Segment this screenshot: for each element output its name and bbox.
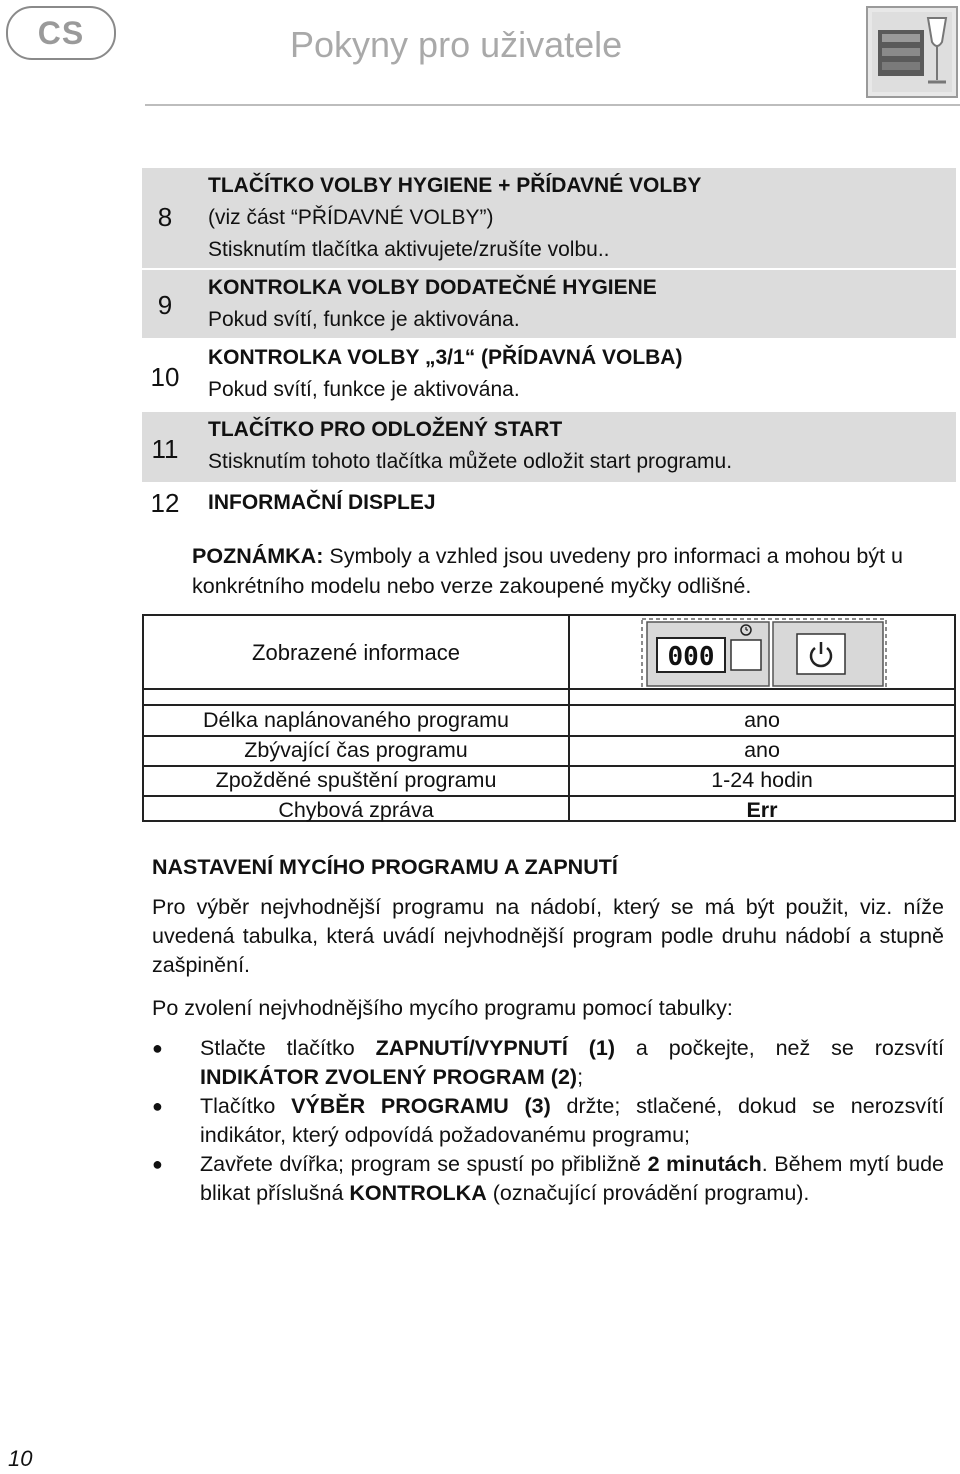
item-description: Pokud svítí, funkce je aktivována. <box>208 308 520 331</box>
dishwasher-glass-logo-icon <box>866 6 958 98</box>
item-title: TLAČÍTKO PRO ODLOŽENÝ START <box>208 418 563 441</box>
display-info-table <box>142 614 956 822</box>
instruction-item <box>152 1150 944 1208</box>
table-cell-value: ano <box>744 708 780 732</box>
item-title: TLAČÍTKO VOLBY HYGIENE + PŘÍDAVNÉ VOLBY <box>208 174 702 197</box>
table-rule <box>144 765 954 767</box>
control-item <box>142 168 956 268</box>
item-description: Stisknutím tlačítka aktivujete/zrušíte volbu.. <box>208 238 610 261</box>
table-cell-value: 1-24 hodin <box>711 768 813 792</box>
item-number: 12 <box>150 488 180 518</box>
instruction-list <box>152 1034 944 1208</box>
control-item <box>142 484 956 522</box>
instruction-text: držte; stlačené, dokud se nerozsvítí indikátor, který odpovídá požadovanému programu; <box>200 1094 944 1147</box>
section-paragraph: Po zvolení nejvhodnějšího mycího programu pomocí tabulky: <box>152 996 733 1020</box>
table-rule <box>144 795 954 797</box>
table-rule <box>144 688 954 690</box>
table-cell-value: ano <box>744 738 780 762</box>
instruction-text: a počkejte, než se rozsvítí <box>615 1036 944 1060</box>
instruction-item <box>152 1092 944 1150</box>
item-title: INFORMAČNÍ DISPLEJ <box>208 491 436 514</box>
item-number: 8 <box>157 202 173 232</box>
header-divider <box>145 104 960 106</box>
item-number: 10 <box>150 362 180 392</box>
instruction-text: ; <box>577 1065 584 1089</box>
section-paragraph: Pro výběr nejvhodnější programu na nádobí, který se má být použit, viz. níže uvedená tabulka, která uvádí nejvhodnější program podle druhu nádobí a stupně zašpinění. <box>152 895 944 977</box>
language-badge: CS <box>6 6 116 60</box>
emphasis-text: VÝBĚR PROGRAMU (3) <box>291 1094 551 1118</box>
instruction-text: (označující provádění programu). <box>486 1181 810 1205</box>
emphasis-text: KONTROLKA <box>349 1181 487 1205</box>
instruction-text: . Během mytí bude blikat příslušná <box>200 1152 944 1205</box>
item-title: KONTROLKA VOLBY DODATEČNÉ HYGIENE <box>208 276 657 299</box>
emphasis-text: ZAPNUTÍ/VYPNUTÍ (1) <box>375 1036 616 1060</box>
item-description: Stisknutím tohoto tlačítka můžete odložit start programu. <box>208 450 733 473</box>
bullet-icon: ● <box>152 1096 163 1116</box>
bullet-icon: ● <box>152 1154 163 1174</box>
table-cell-label: Zpožděné spuštění programu <box>215 768 497 792</box>
item-description: (viz část “PŘÍDAVNÉ VOLBY”) <box>208 206 494 229</box>
table-cell-label: Zbývající čas programu <box>244 738 468 762</box>
table-cell-value: Err <box>746 798 778 822</box>
instruction-text: Stlačte tlačítko <box>200 1036 376 1060</box>
table-cell-label: Chybová zpráva <box>278 798 434 822</box>
instruction-item <box>152 1034 944 1092</box>
page-number: 10 <box>8 1446 33 1471</box>
item-number: 11 <box>151 434 179 464</box>
page-title: Pokyny pro uživatele <box>290 24 623 65</box>
table-header-label: Zobrazené informace <box>252 640 460 665</box>
table-rule <box>144 704 954 706</box>
control-item <box>142 340 956 410</box>
table-rule <box>144 735 954 737</box>
item-description: Pokud svítí, funkce je aktivována. <box>208 378 520 401</box>
control-item <box>142 412 956 482</box>
emphasis-text: 2 minutách <box>647 1152 762 1176</box>
item-number: 9 <box>157 290 173 320</box>
bullet-icon: ● <box>152 1038 163 1058</box>
display-digits: 000 <box>667 642 715 672</box>
instruction-text: Tlačítko <box>200 1094 292 1118</box>
item-title: KONTROLKA VOLBY „3/1“ (PŘÍDAVNÁ VOLBA) <box>208 346 683 369</box>
emphasis-text: INDIKÁTOR ZVOLENÝ PROGRAM (2) <box>200 1065 578 1089</box>
note: POZNÁMKA: Symboly a vzhled jsou uvedeny pro informaci a mohou být u konkrétního modelu nebo verze zakoupené myčky odlišné. <box>192 544 903 598</box>
section-heading: NASTAVENÍ MYCÍHO PROGRAMU A ZAPNUTÍ <box>152 855 618 879</box>
display-panel-illustration <box>641 618 887 690</box>
instruction-text: Zavřete dvířka; program se spustí po přibližně <box>200 1152 648 1176</box>
control-item <box>142 270 956 338</box>
table-cell-label: Délka naplánovaného programu <box>203 708 509 732</box>
